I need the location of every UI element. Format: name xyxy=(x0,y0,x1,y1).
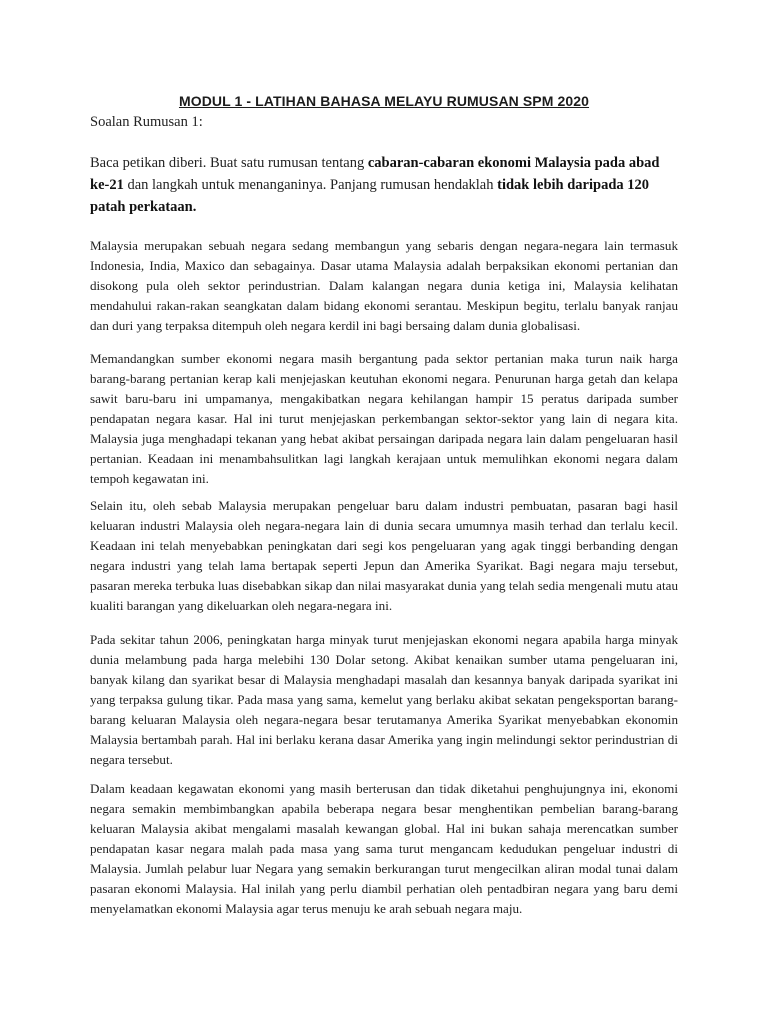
passage-paragraph: Memandangkan sumber ekonomi negara masih bergantung pada sektor pertanian maka turun naik harga barang-barang pertanian kerap kali menjejaskan keutuhan ekonomi negara. Penurunan harga getah dan kelapa sawit baru-baru ini umpamanya, mengakibatkan negara kehilangan hampir 15 peratus daripada sumber pendapatan negara kasar. Hal ini turut menjejaskan perkembangan sektor-sektor yang lain di negara kita. Malaysia juga menghadapi tekanan yang hebat akibat persaingan daripada negara lain dalam pengeluaran hasil pertanian. Keadaan ini menambahsulitkan lagi langkah kerajaan untuk memulihkan ekonomi negara dalam tempoh kegawatan ini. xyxy=(90,351,678,486)
instruction-bold-limit: tidak lebih daripada 120 patah perkataan. xyxy=(90,177,650,215)
document-title: MODUL 1 - LATIHAN BAHASA MELAYU RUMUSAN SPM 2020 xyxy=(178,93,590,109)
passage-paragraph: Selain itu, oleh sebab Malaysia merupakan pengeluar baru dalam industri pembuatan, pasaran bagi hasil keluaran industri Malaysia oleh negara-negara lain di dunia secara umumnya masih terhad dan terlalu kecil. Keadaan ini telah menyebabkan peningkatan dari segi kos pengeluaran yang agak tinggi berbanding dengan negara industri yang telah lama bertapak seperti Jepun dan Amerika Syarikat. Bagi negara maju tersebut, pasaran mereka terbuka luas disebabkan sikap dan nilai masyarakat dunia yang telah sedia mengenali mutu atau kualiti barangan yang dikeluarkan oleh negara-negara ini. xyxy=(90,498,678,613)
question-label: Soalan Rumusan 1: xyxy=(90,114,203,130)
passage-paragraph: Dalam keadaan kegawatan ekonomi yang masih berterusan dan tidak diketahui penghujungnya ini, ekonomi negara semakin membimbangkan apabila beberapa negara besar menghentikan pembelian barang-barang keluaran Malaysia akibat mengalami masalah kewangan global. Hal ini bukan sahaja merencatkan sumber pendapatan kasar negara malah pada masa yang sama turut mengancam kedudukan pengeluar industri di Malaysia. Jumlah pelabur luar Negara yang semakin berkurangan turut mengecilkan aliran modal tunai dalam pasaran ekonomi Malaysia. Hal inilah yang perlu diambil perhatian oleh pentadbiran negara yang baru demi menyelamatkan ekonomi Malaysia agar terus menuju ke arah sebuah negara maju. xyxy=(90,781,678,916)
passage-paragraph: Pada sekitar tahun 2006, peningkatan harga minyak turut menjejaskan ekonomi negara apabila harga minyak dunia melambung pada harga melebihi 130 Dolar setong. Akibat kenaikan sumber utama pengeluaran ini, banyak kilang dan syarikat besar di Malaysia menghadapi masalah dan kesannya banyak daripada syarikat ini yang terpaksa gulung tikar. Pada masa yang sama, kemelut yang berlaku akibat sekatan pengeksportan barang-barang keluaran Malaysia oleh negara-negara besar terutamanya Amerika Syarikat menyebabkan ekonomin Malaysia bertambah parah. Hal ini berlaku kerana dasar Amerika yang ingin melindungi sektor perindustrian di negara tersebut. xyxy=(90,632,678,767)
instruction-text: dan langkah untuk menanganinya. Panjang rumusan hendaklah xyxy=(123,177,498,193)
instruction-text: Baca petikan diberi. Buat satu rumusan tentang xyxy=(90,155,368,171)
passage-paragraph: Malaysia merupakan sebuah negara sedang membangun yang sebaris dengan negara-negara lain termasuk Indonesia, India, Maxico dan sebagainya. Dasar utama Malaysia adalah berpaksikan ekonomi pertanian dan disokong pula oleh sektor perindustrian. Dalam kalangan negara dunia ketiga ini, Malaysia kelihatan mendahului rakan-rakan seangkatan dalam bidang ekonomi serantau. Meskipun begitu, terlalu banyak ranjau dan duri yang terpaksa ditempuh oleh negara kerdil ini bagi bersaing dalam dunia globalisasi. xyxy=(90,238,678,333)
instruction-bold-topic: cabaran-cabaran ekonomi Malaysia pada abad ke-21 xyxy=(90,155,660,193)
question-instruction xyxy=(90,152,678,218)
